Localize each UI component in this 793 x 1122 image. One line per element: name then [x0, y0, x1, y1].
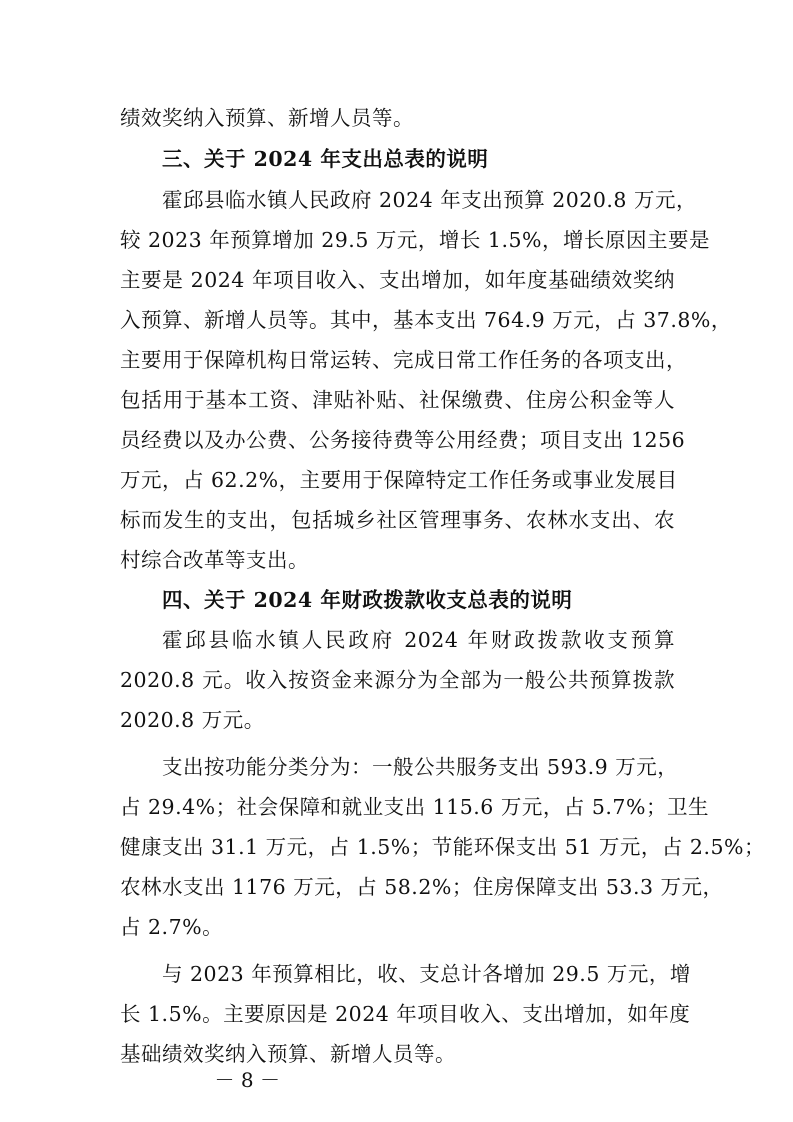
section-heading-4: 四、关于 2024 年财政拨款收支总表的说明	[162, 588, 573, 612]
paragraph-line: 主要用于保障机构日常运转、完成日常工作任务的各项支出，	[120, 348, 687, 372]
paragraph-line: 2020.8 万元。	[120, 708, 265, 732]
paragraph-line: 农林水支出 1176 万元，占 58.2%；住房保障支出 53.3 万元，	[120, 875, 724, 899]
paragraph-line: 较 2023 年预算增加 29.5 万元，增长 1.5%，增长原因主要是	[120, 228, 710, 252]
page-number: － 8 －	[214, 1068, 280, 1092]
paragraph-line: 霍邱县临水镇人民政府 2024 年财政拨款收支预算	[162, 628, 675, 652]
paragraph-line: 村综合改革等支出。	[120, 548, 309, 572]
paragraph-line: 健康支出 31.1 万元，占 1.5%；节能环保支出 51 万元，占 2.5%；	[120, 835, 765, 859]
paragraph-line: 与 2023 年预算相比，收、支总计各增加 29.5 万元，增	[162, 962, 691, 986]
paragraph-line: 万元，占 62.2%，主要用于保障特定工作任务或事业发展目	[120, 468, 678, 492]
section-heading-3: 三、关于 2024 年支出总表的说明	[162, 147, 489, 171]
paragraph-line: 支出按功能分类分为：一般公共服务支出 593.9 万元，	[162, 755, 679, 779]
paragraph-line: 主要是 2024 年项目收入、支出增加，如年度基础绩效奖纳	[120, 268, 675, 292]
paragraph-line: 基础绩效奖纳入预算、新增人员等。	[120, 1042, 456, 1066]
paragraph-line: 2020.8 元。收入按资金来源分为全部为一般公共预算拨款	[120, 668, 675, 692]
paragraph-line: 占 29.4%；社会保障和就业支出 115.6 万元，占 5.7%；卫生	[120, 795, 709, 819]
paragraph-line: 占 2.7%。	[120, 915, 224, 939]
paragraph-line: 包括用于基本工资、津贴补贴、社保缴费、住房公积金等人	[120, 388, 675, 412]
paragraph-line: 标而发生的支出，包括城乡社区管理事务、农林水支出、农	[120, 508, 675, 532]
paragraph-line: 绩效奖纳入预算、新增人员等。	[120, 106, 414, 130]
paragraph-line: 霍邱县临水镇人民政府 2024 年支出预算 2020.8 万元，	[162, 188, 697, 212]
paragraph-line: 入预算、新增人员等。其中，基本支出 764.9 万元，占 37.8%，	[120, 308, 732, 332]
paragraph-line: 长 1.5%。主要原因是 2024 年项目收入、支出增加，如年度	[120, 1002, 691, 1026]
paragraph-line: 员经费以及办公费、公务接待费等公用经费；项目支出 1256	[120, 428, 686, 452]
